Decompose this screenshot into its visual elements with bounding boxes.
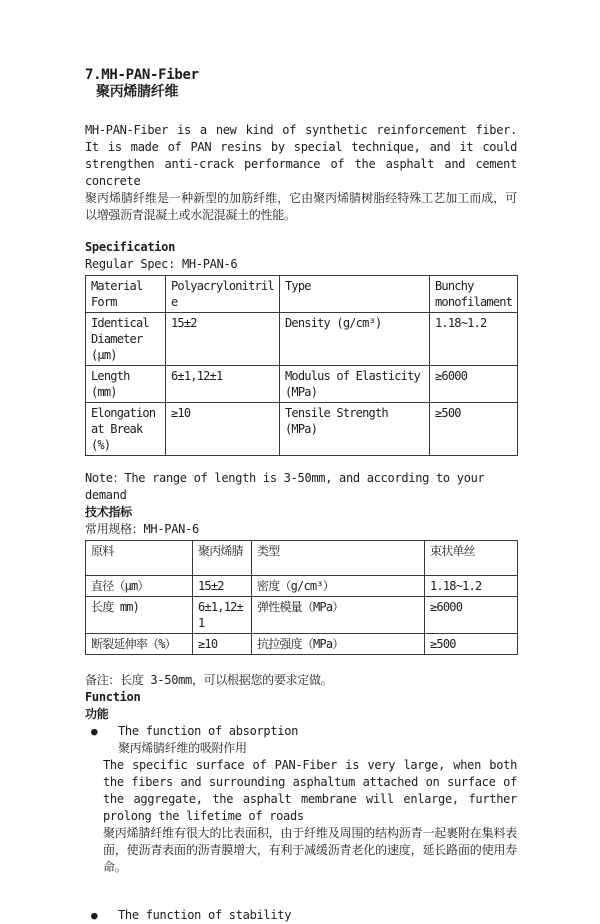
- doc-title-en: 7.MH-PAN-Fiber: [85, 67, 199, 83]
- table-cell: 15±2: [166, 313, 280, 366]
- table-cell: 1.18~1.2: [430, 313, 518, 366]
- table-cell: Identical Diameter (μm): [86, 313, 166, 366]
- table-cell: 密度（g/cm³）: [252, 576, 425, 597]
- table-row: [86, 366, 518, 403]
- table-cell: 1.18~1.2: [425, 576, 518, 597]
- bullet-titles: [118, 907, 291, 924]
- spec-table-english: [85, 275, 518, 456]
- table-cell: 断裂延伸率（%）: [86, 634, 193, 655]
- tech-regular-spec-line: 常用规格：MH-PAN-6: [85, 522, 199, 536]
- table-cell: ≥500: [430, 403, 518, 456]
- spec-note: Note：The range of length is 3-50mm, and according to your demand: [85, 471, 485, 502]
- table-cell: ≥6000: [430, 366, 518, 403]
- specification-heading: Specification: [85, 240, 176, 254]
- absorption-body-en: The specific surface of PAN-Fiber is very large, when both the fibers and surrounding asphaltum attached on surface of the aggregate, the asphalt membrane will enlarge, further prolong the lifetime of roads: [103, 758, 517, 823]
- table-cell: 6±1,12±1: [193, 597, 252, 634]
- table-cell: 原料: [86, 541, 193, 576]
- table-cell: Tensile Strength (MPa): [280, 403, 430, 456]
- table-cell: ≥10: [193, 634, 252, 655]
- table-row: [86, 403, 518, 456]
- spec-table-chinese: [85, 540, 518, 655]
- intro-paragraph-en: MH-PAN-Fiber is a new kind of synthetic reinforcement fiber. It is made of PAN resins by special technique, and it could strengthen anti-crack performance of the asphalt and cement concrete: [85, 123, 517, 188]
- table-row: [86, 597, 518, 634]
- table-cell: 6±1,12±1: [166, 366, 280, 403]
- table-cell: Density (g/cm³): [280, 313, 430, 366]
- table-cell: Modulus of Elasticity (MPa): [280, 366, 430, 403]
- table-cell: 15±2: [193, 576, 252, 597]
- bullet-titles: [118, 723, 298, 757]
- intro-paragraph-zh: 聚丙烯腈纤维是一种新型的加筋纤维，它由聚丙烯腈树脂经特殊工艺加工而成，可以增强沥青混凝土或水泥混凝土的性能。: [85, 191, 517, 222]
- bullet-item-absorption: [85, 723, 517, 757]
- absorption-body-zh: 聚丙烯腈纤维有很大的比表面积，由于纤维及周围的结构沥青一起裹附在集料表面，使沥青表面的沥青膜增大，有利于减缓沥青老化的速度，延长路面的使用寿命。: [103, 826, 517, 874]
- table-cell: Length (mm): [86, 366, 166, 403]
- bullet-body-absorption: [103, 757, 517, 876]
- table-cell: ≥10: [166, 403, 280, 456]
- bullet-title-en: The function of absorption: [118, 724, 299, 738]
- table-cell: Bunchy monofilament: [430, 276, 518, 313]
- bullet-icon: ●: [91, 725, 98, 738]
- table-cell: 弹性模量（MPa）: [252, 597, 425, 634]
- table-row: [86, 541, 518, 576]
- table-cell: 束状单丝: [425, 541, 518, 576]
- bullet-title-en: The function of stability: [118, 908, 292, 922]
- table-row: [86, 634, 518, 655]
- tech-spec-heading: 技术指标: [85, 505, 132, 519]
- bullet-item-stability: [85, 907, 517, 924]
- bullet-title-zh: 聚丙烯腈纤维的吸附作用: [118, 741, 247, 755]
- table-row: [86, 576, 518, 597]
- doc-title-zh: 聚丙烯腈纤维: [96, 84, 179, 100]
- table-cell: 长度 mm): [86, 597, 193, 634]
- tech-note: 备注：长度 3-50mm，可以根据您的要求定做。: [85, 673, 333, 687]
- table-cell: ≥6000: [425, 597, 518, 634]
- table-cell: Elongation at Break (%): [86, 403, 166, 456]
- table-row: [86, 276, 518, 313]
- function-heading-en: Function: [85, 690, 141, 704]
- table-row: [86, 313, 518, 366]
- table-cell: 类型: [252, 541, 425, 576]
- bullet-icon: ●: [91, 909, 98, 922]
- table-cell: Material Form: [86, 276, 166, 313]
- table-cell: 抗拉强度（MPa）: [252, 634, 425, 655]
- table-cell: ≥500: [425, 634, 518, 655]
- table-cell: Polyacrylonitrile: [166, 276, 280, 313]
- function-heading-zh: 功能: [85, 707, 109, 721]
- table-cell: 直径（μm）: [86, 576, 193, 597]
- table-cell: 聚丙烯腈: [193, 541, 252, 576]
- regular-spec-line: Regular Spec: MH-PAN-6: [85, 257, 238, 271]
- table-cell: Type: [280, 276, 430, 313]
